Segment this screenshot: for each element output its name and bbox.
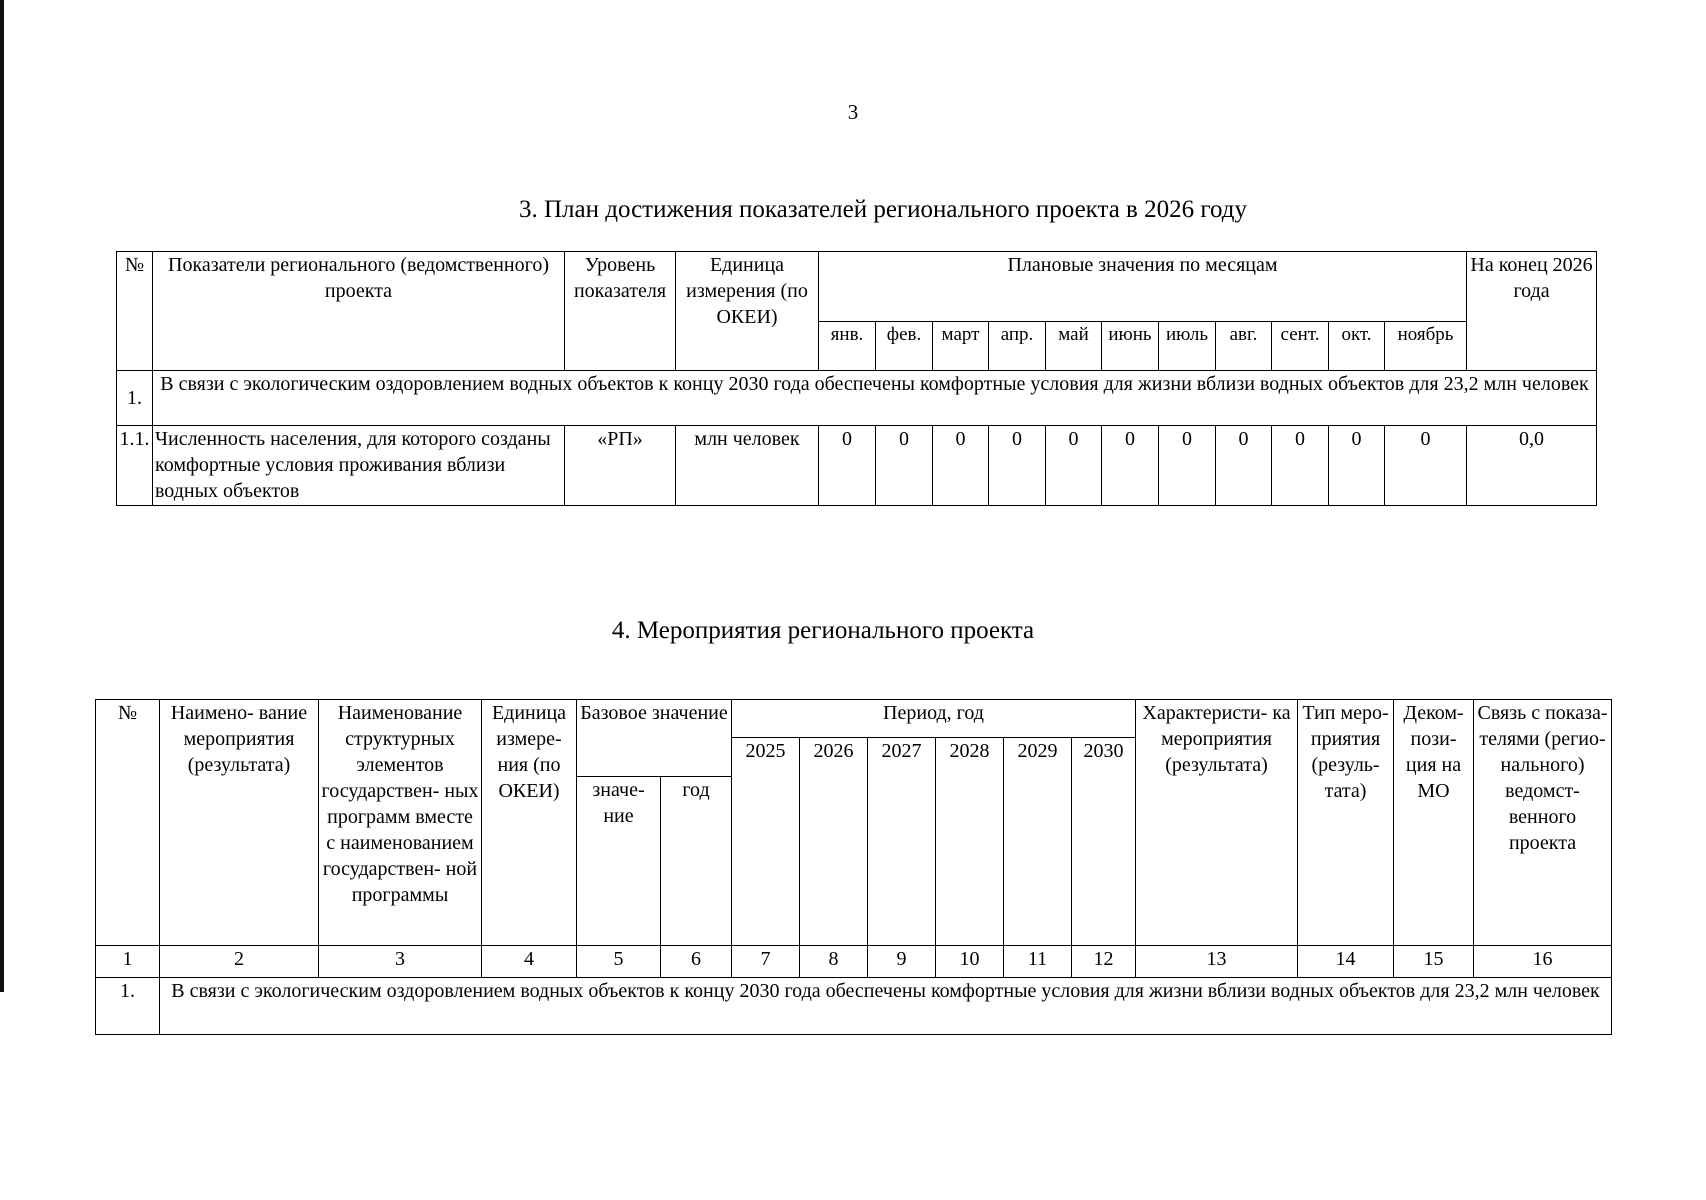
row-level: «РП»	[565, 426, 676, 506]
page-number: 3	[847, 100, 859, 124]
year-2029: 2029	[1004, 738, 1072, 946]
colnum-16: 16	[1474, 946, 1612, 978]
value-apr: 0	[989, 426, 1046, 506]
h4-name: Наимено- вание мероприятия (результата)	[160, 700, 319, 946]
section4-header-row	[96, 700, 1612, 738]
month-jul: июль	[1159, 322, 1216, 371]
h4-type: Тип меро- приятия (резуль- тата)	[1298, 700, 1394, 946]
month-jan: янв.	[819, 322, 876, 371]
month-nov: ноябрь	[1385, 322, 1467, 371]
h4-base-year: год	[661, 777, 732, 946]
month-feb: фев.	[876, 322, 933, 371]
h4-num: №	[96, 700, 160, 946]
year-2027: 2027	[868, 738, 936, 946]
colnum-3: 3	[319, 946, 482, 978]
section3-header-row	[117, 252, 1597, 322]
colnum-14: 14	[1298, 946, 1394, 978]
value-aug: 0	[1216, 426, 1272, 506]
colnum-5: 5	[577, 946, 661, 978]
month-mar: март	[933, 322, 989, 371]
h4-unit: Единица измере- ния (по ОКЕИ)	[482, 700, 577, 946]
value-jul: 0	[1159, 426, 1216, 506]
year-2028: 2028	[936, 738, 1004, 946]
h4-decomp: Деком- пози- ция на МО	[1394, 700, 1474, 946]
section3-title: 3. План достижения показателей регионального проекта в 2026 году	[518, 196, 1247, 223]
header-indicator: Показатели регионального (ведомственного) проекта	[153, 252, 565, 371]
month-apr: апр.	[989, 322, 1046, 371]
row-indicator: Численность населения, для которого созданы комфортные условия проживания вблизи водных объектов	[153, 426, 565, 506]
colnum-10: 10	[936, 946, 1004, 978]
colnum-11: 11	[1004, 946, 1072, 978]
group4-text: В связи с экологическим оздоровлением водных объектов к концу 2030 года обеспечены комфортные условия для жизни вблизи водных объектов для 23,2 млн человек	[160, 978, 1612, 1035]
h4-struct: Наименование структурных элементов государствен- ных программ вместе с наименованием государствен- ной программы	[319, 700, 482, 946]
year-2025: 2025	[732, 738, 800, 946]
section4-title: 4. Мероприятия регионального проекта	[611, 617, 1035, 644]
value-may: 0	[1046, 426, 1102, 506]
year-2026: 2026	[800, 738, 868, 946]
header-year-end: На конец 2026 года	[1467, 252, 1597, 371]
value-mar: 0	[933, 426, 989, 506]
value-feb: 0	[876, 426, 933, 506]
year-2030: 2030	[1072, 738, 1136, 946]
header-monthly: Плановые значения по месяцам	[819, 252, 1467, 322]
group-num: 1.	[117, 371, 153, 426]
value-nov: 0	[1385, 426, 1467, 506]
group4-num: 1.	[96, 978, 160, 1035]
value-oct: 0	[1329, 426, 1385, 506]
value-sep: 0	[1272, 426, 1329, 506]
month-jun: июнь	[1102, 322, 1159, 371]
header-num: №	[117, 252, 153, 371]
colnum-13: 13	[1136, 946, 1298, 978]
h4-base-value: значе- ние	[577, 777, 661, 946]
section4-table	[95, 699, 1612, 1035]
row-num: 1.1.	[117, 426, 153, 506]
h4-characteristic: Характеристи- ка мероприятия (результата)	[1136, 700, 1298, 946]
section3-group-row	[117, 371, 1597, 426]
page-left-edge	[0, 0, 4, 992]
colnum-7: 7	[732, 946, 800, 978]
colnum-15: 15	[1394, 946, 1474, 978]
section3-table	[116, 251, 1597, 506]
h4-base: Базовое значение	[577, 700, 732, 777]
colnum-2: 2	[160, 946, 319, 978]
header-unit: Единица измерения (по ОКЕИ)	[676, 252, 819, 371]
section3-data-row	[117, 426, 1597, 506]
colnum-9: 9	[868, 946, 936, 978]
group-text: В связи с экологическим оздоровлением водных объектов к концу 2030 года обеспечены комфортные условия для жизни вблизи водных объектов для 23,2 млн человек	[153, 371, 1597, 426]
month-aug: авг.	[1216, 322, 1272, 371]
row-unit: млн человек	[676, 426, 819, 506]
value-year-end: 0,0	[1467, 426, 1597, 506]
header-level: Уровень показателя	[565, 252, 676, 371]
value-jan: 0	[819, 426, 876, 506]
value-jun: 0	[1102, 426, 1159, 506]
colnum-6: 6	[661, 946, 732, 978]
colnum-12: 12	[1072, 946, 1136, 978]
colnum-8: 8	[800, 946, 868, 978]
h4-link: Связь с показа- телями (регио- нального) ведомст- венного проекта	[1474, 700, 1612, 946]
month-oct: окт.	[1329, 322, 1385, 371]
section4-colnum-row	[96, 946, 1612, 978]
colnum-4: 4	[482, 946, 577, 978]
h4-period: Период, год	[732, 700, 1136, 738]
month-sep: сент.	[1272, 322, 1329, 371]
colnum-1: 1	[96, 946, 160, 978]
month-may: май	[1046, 322, 1102, 371]
section4-group-row	[96, 978, 1612, 1035]
